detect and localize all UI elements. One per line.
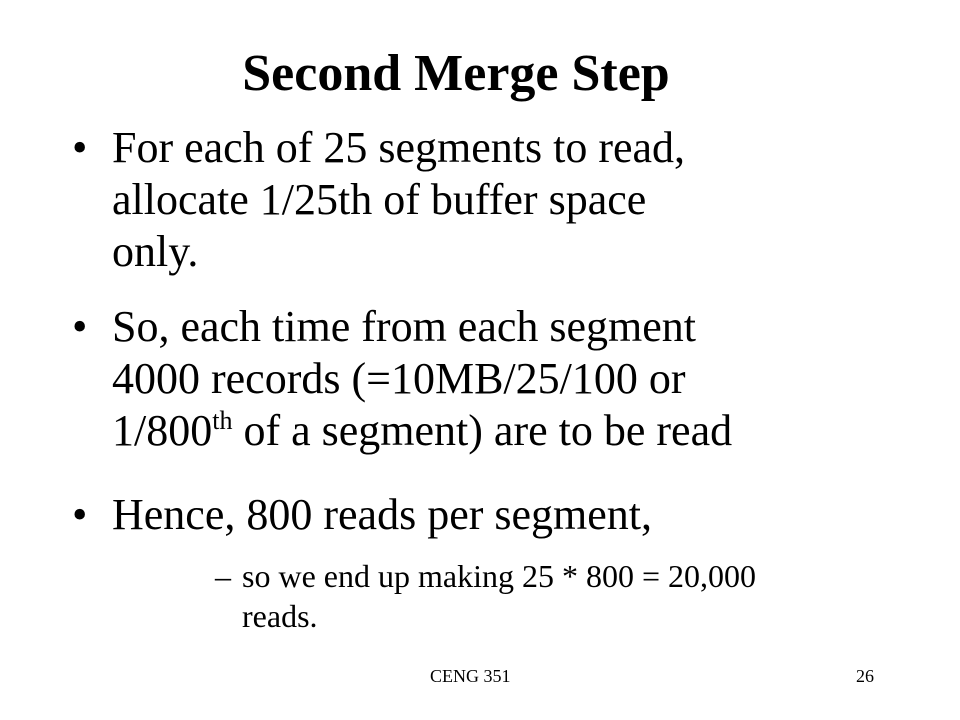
sub-bullet-line: so we end up making 25 * 800 = 20,000 — [242, 558, 756, 594]
slide-title: Second Merge Step — [242, 45, 670, 102]
sub-bullet-line: reads. — [242, 598, 318, 634]
footer-course: CENG 351 — [430, 666, 511, 686]
bullet-icon: • — [72, 490, 88, 539]
bullet-text — [112, 489, 652, 541]
bullet-line: 4000 records (=10MB/25/100 or — [112, 354, 686, 403]
bullet-line: So, each time from each segment — [112, 302, 697, 351]
bullet-icon: • — [72, 302, 88, 351]
bullet-line: For each of 25 segments to read, — [112, 123, 686, 172]
sub-bullet-text — [242, 556, 756, 636]
bullet-text — [112, 301, 732, 457]
bullet-line — [112, 405, 732, 457]
bullet-text — [112, 122, 685, 278]
bullet-line: only. — [112, 227, 199, 276]
bullet-line: allocate 1/25th of buffer space — [112, 175, 647, 224]
bullet-icon: • — [72, 123, 88, 172]
dash-icon: – — [215, 558, 231, 594]
bullet-line-start: 1/800 — [112, 406, 213, 455]
footer-page-number: 26 — [856, 666, 874, 686]
superscript-th: th — [212, 406, 233, 435]
bullet-line-end: of a segment) are to be read — [232, 406, 733, 455]
bullet-line: Hence, 800 reads per segment, — [112, 490, 653, 539]
